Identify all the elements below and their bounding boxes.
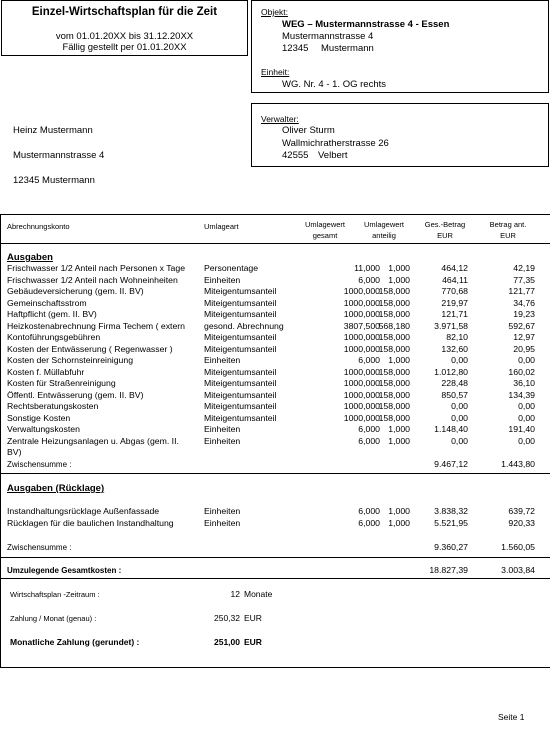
betrag-cell: 1.148,40 (434, 424, 468, 434)
table-row (0, 286, 550, 297)
recipient-street: Mustermannstrasse 4 (13, 150, 105, 161)
subtotal-betrag: 9.360,27 (434, 542, 468, 552)
header-art: Umlageart (204, 222, 239, 231)
gesamt-cell: 1000,000 (343, 286, 380, 296)
betrag-cell: 0,00 (451, 401, 468, 411)
table-row (0, 275, 550, 286)
table-row (0, 390, 550, 401)
umlageart-cell: Einheiten (204, 435, 241, 446)
anteil-cell: 158,000 (378, 332, 410, 342)
betrag-cell: 82,10 (446, 332, 468, 342)
anteil-cell: 568,180 (378, 320, 410, 331)
betrag-ant-cell: 0,00 (518, 435, 535, 446)
verwalter-street: Wallmichratherstrasse 26 (282, 138, 389, 149)
gesamt-cell: 6,000 (358, 424, 380, 434)
gesamt-cell: 6,000 (358, 355, 380, 365)
betrag-cell: 1.012,80 (434, 366, 468, 377)
gesamt-cell: 1000,000 (343, 401, 380, 411)
konto-cell: Frischwasser 1/2 Anteil nach Wohneinheiten (7, 274, 178, 285)
umlageart-cell: Miteigentumsanteil (204, 366, 277, 377)
gesamt-cell: 6,000 (358, 517, 380, 528)
konto-cell: Frischwasser 1/2 Anteil nach Personen x Tage (7, 263, 186, 273)
konto-cell: Kosten für Straßenreinigung (7, 378, 116, 388)
betrag-ant-cell: 160,02 (508, 366, 535, 377)
subtotal-ant: 1.560,05 (501, 542, 535, 552)
anteil-cell: 158,000 (378, 366, 410, 377)
verwalter-city: Velbert (318, 150, 348, 161)
konto-cell: Verwaltungskosten (7, 424, 80, 434)
umlageart-cell: Miteigentumsanteil (204, 412, 277, 423)
anteil-cell: 158,000 (378, 343, 410, 354)
page-number: Seite 1 (498, 712, 525, 722)
einheit-label: Einheit: (261, 67, 290, 77)
zeitraum-label: Wirtschaftsplan -Zeitraum : (10, 590, 100, 599)
objekt-zip: 12345 (282, 43, 309, 54)
konto-cell: Rechtsberatungskosten (7, 401, 99, 411)
konto-cell: Kontoführungsgebühren (7, 332, 101, 342)
betrag-cell: 0,00 (451, 412, 468, 423)
table-row (0, 506, 550, 517)
zahlung-label: Zahlung / Monat (genau) : (10, 614, 97, 623)
header-ant-2: EUR (500, 231, 516, 240)
betrag-cell: 132,60 (441, 343, 468, 354)
betrag-ant-cell: 42,19 (513, 263, 535, 273)
konto-cell: Heizkostenabrechnung Firma Techem ( extern (7, 320, 186, 331)
verwalter-name: Oliver Sturm (282, 125, 335, 136)
gesamt-cell: 1000,000 (343, 343, 380, 354)
objekt-name: WEG – Mustermannstrasse 4 - Essen (282, 19, 450, 30)
ausgaben-subtotal (0, 459, 550, 470)
objekt-street: Mustermannstrasse 4 (282, 31, 374, 42)
header-ant-1: Betrag ant. (489, 220, 527, 229)
konto-cell: Instandhaltungsrücklage Außenfassade (7, 506, 160, 516)
table-row (0, 309, 550, 320)
betrag-cell: 5.521,95 (434, 517, 468, 528)
umlageart-cell: Miteigentumsanteil (204, 378, 277, 388)
gesamt-cell: 6,000 (358, 435, 380, 446)
anteil-cell: 158,000 (378, 309, 410, 319)
table-row (0, 298, 550, 309)
betrag-ant-cell: 36,10 (513, 378, 535, 388)
betrag-cell: 770,68 (441, 286, 468, 296)
subtotal-betrag: 9.467,12 (434, 459, 468, 469)
gesamt-cell: 1000,000 (343, 378, 380, 388)
monatlich-unit: EUR (244, 637, 262, 647)
anteil-cell: 1,000 (388, 435, 410, 446)
betrag-cell: 121,71 (441, 309, 468, 319)
monatlich-value: 251,00 (214, 637, 240, 647)
betrag-ant-cell: 134,39 (508, 389, 535, 400)
umlageart-cell: Einheiten (204, 506, 241, 516)
objekt-city: Mustermann (321, 43, 374, 54)
table-row (0, 355, 550, 366)
umlageart-cell: Miteigentumsanteil (204, 297, 277, 308)
gesamt-cell: 1000,000 (343, 297, 380, 308)
betrag-ant-cell: 0,00 (518, 355, 535, 365)
period-text: vom 01.01.20XX bis 31.12.20XX (55, 31, 194, 42)
konto-cell: Gemeinschaftsstrom (7, 297, 87, 308)
ausgaben-wrap-line (0, 447, 550, 458)
anteil-cell: 1,000 (388, 424, 410, 434)
anteil-cell: 158,000 (378, 378, 410, 388)
betrag-cell: 219,97 (441, 297, 468, 308)
anteil-cell: 158,000 (378, 389, 410, 400)
anteil-cell: 158,000 (378, 286, 410, 296)
header-konto: Abrechnungskonto (7, 222, 70, 231)
verwalter-label: Verwalter: (261, 114, 299, 124)
zahlung-value: 250,32 (214, 613, 240, 623)
umlageart-cell: Einheiten (204, 517, 241, 528)
umlageart-cell: Miteigentumsanteil (204, 286, 277, 296)
table-row (0, 436, 550, 447)
total-row (0, 565, 550, 576)
document-title: Einzel-Wirtschaftsplan für die Zeit (31, 6, 218, 18)
zahlung-unit: EUR (244, 613, 262, 623)
wrap-text: BV) (7, 447, 22, 457)
anteil-cell: 1,000 (388, 274, 410, 285)
betrag-ant-cell: 592,67 (508, 320, 535, 331)
header-anteil-2: anteilig (372, 231, 396, 240)
ruecklage-subtotal (0, 542, 550, 553)
verwalter-zip: 42555 (282, 150, 309, 161)
betrag-cell: 0,00 (451, 435, 468, 446)
header-betrag-1: Ges.-Betrag (424, 220, 466, 229)
betrag-ant-cell: 19,23 (513, 309, 535, 319)
objekt-box (251, 0, 549, 93)
konto-cell: Zentrale Heizungsanlagen u. Abgas (gem. II. (7, 435, 179, 446)
betrag-cell: 464,12 (441, 263, 468, 273)
table-row (0, 518, 550, 529)
anteil-cell: 158,000 (378, 297, 410, 308)
gesamt-cell: 11,000 (354, 263, 380, 273)
konto-cell: Kosten f. Müllabfuhr (7, 366, 85, 377)
total-betrag: 18.827,39 (429, 565, 468, 575)
title-box (1, 0, 248, 56)
umlageart-cell: Miteigentumsanteil (204, 332, 277, 342)
section-heading-ausgaben: Ausgaben (7, 252, 53, 263)
divider-2 (0, 557, 550, 558)
table-row (0, 344, 550, 355)
zeitraum-unit: Monate (244, 589, 273, 599)
objekt-label: Objekt: (261, 7, 288, 17)
anteil-cell: 158,000 (378, 401, 410, 411)
anteil-cell: 1,000 (388, 263, 410, 273)
table-row (0, 263, 550, 274)
konto-cell: Öffentl. Entwässerung (gem. II. BV) (7, 389, 144, 400)
betrag-ant-cell: 639,72 (508, 506, 535, 516)
subtotal-label: Zwischensumme : (7, 543, 72, 552)
konto-cell: Rücklagen für die baulichen Instandhaltung (7, 517, 174, 528)
table-row (0, 332, 550, 343)
anteil-cell: 1,000 (388, 506, 410, 516)
table-row (0, 367, 550, 378)
table-row (0, 401, 550, 412)
konto-cell: Sonstige Kosten (7, 412, 71, 423)
einheit-value: WG. Nr. 4 - 1. OG rechts (282, 79, 386, 90)
umlageart-cell: Miteigentumsanteil (204, 343, 277, 354)
betrag-ant-cell: 20,95 (513, 343, 535, 354)
anteil-cell: 1,000 (388, 517, 410, 528)
betrag-cell: 850,57 (441, 389, 468, 400)
umlageart-cell: gesond. Abrechnung (204, 320, 284, 331)
umlageart-cell: Miteigentumsanteil (204, 309, 277, 319)
anteil-cell: 1,000 (388, 355, 410, 365)
betrag-cell: 3.971,58 (434, 320, 468, 331)
divider-1 (0, 473, 550, 474)
subtotal-label: Zwischensumme : (7, 460, 72, 469)
konto-cell: Haftpflicht (gem. II. BV) (7, 309, 97, 319)
header-gesamt-2: gesamt (312, 231, 338, 240)
header-anteil-1: Umlagewert (363, 220, 404, 229)
table-row (0, 321, 550, 332)
umlageart-cell: Einheiten (204, 274, 241, 285)
table-row (0, 413, 550, 424)
gesamt-cell: 6,000 (358, 506, 380, 516)
recipient-name: Heinz Mustermann (13, 125, 93, 136)
betrag-ant-cell: 77,35 (513, 274, 535, 285)
umlageart-cell: Einheiten (204, 424, 241, 434)
table-row (0, 424, 550, 435)
betrag-cell: 228,48 (441, 378, 468, 388)
header-gesamt-1: Umlagewert (304, 220, 345, 229)
betrag-ant-cell: 121,77 (508, 286, 535, 296)
gesamt-cell: 1000,000 (343, 366, 380, 377)
betrag-ant-cell: 12,97 (513, 332, 535, 342)
section-heading-ruecklage: Ausgaben (Rücklage) (7, 483, 105, 494)
betrag-ant-cell: 191,40 (508, 424, 535, 434)
konto-cell: Gebäudeversicherung (gem. II. BV) (7, 286, 144, 296)
konto-cell: Kosten der Entwässerung ( Regenwasser ) (7, 343, 173, 354)
konto-cell: Kosten der Schornsteinreinigung (7, 355, 134, 365)
total-ant: 3.003,84 (501, 565, 535, 575)
gesamt-cell: 6,000 (358, 274, 380, 285)
due-text: Fällig gestellt per 01.01.20XX (62, 42, 187, 53)
gesamt-cell: 1000,000 (343, 412, 380, 423)
betrag-ant-cell: 920,33 (508, 517, 535, 528)
total-label: Umzulegende Gesamtkosten : (7, 566, 122, 575)
umlageart-cell: Personentage (204, 263, 259, 273)
betrag-ant-cell: 0,00 (518, 412, 535, 423)
gesamt-cell: 1000,000 (343, 309, 380, 319)
umlageart-cell: Miteigentumsanteil (204, 389, 277, 400)
header-divider (0, 243, 550, 244)
subtotal-ant: 1.443,80 (501, 459, 535, 469)
monatlich-label: Monatliche Zahlung (gerundet) : (10, 637, 140, 647)
gesamt-cell: 3807,500 (343, 320, 380, 331)
zeitraum-value: 12 (230, 589, 240, 599)
betrag-cell: 464,11 (442, 274, 468, 285)
anteil-cell: 158,000 (378, 412, 410, 423)
header-betrag-2: EUR (437, 231, 453, 240)
umlageart-cell: Miteigentumsanteil (204, 401, 277, 411)
betrag-cell: 3.838,32 (434, 506, 468, 516)
divider-3 (0, 578, 550, 579)
gesamt-cell: 1000,000 (343, 332, 380, 342)
verwalter-box (251, 103, 549, 167)
table-row (0, 378, 550, 389)
betrag-cell: 0,00 (451, 355, 468, 365)
gesamt-cell: 1000,000 (343, 389, 380, 400)
betrag-ant-cell: 0,00 (518, 401, 535, 411)
recipient-zipcity: 12345 Mustermann (13, 175, 95, 186)
betrag-ant-cell: 34,76 (513, 297, 535, 308)
umlageart-cell: Einheiten (204, 355, 241, 365)
